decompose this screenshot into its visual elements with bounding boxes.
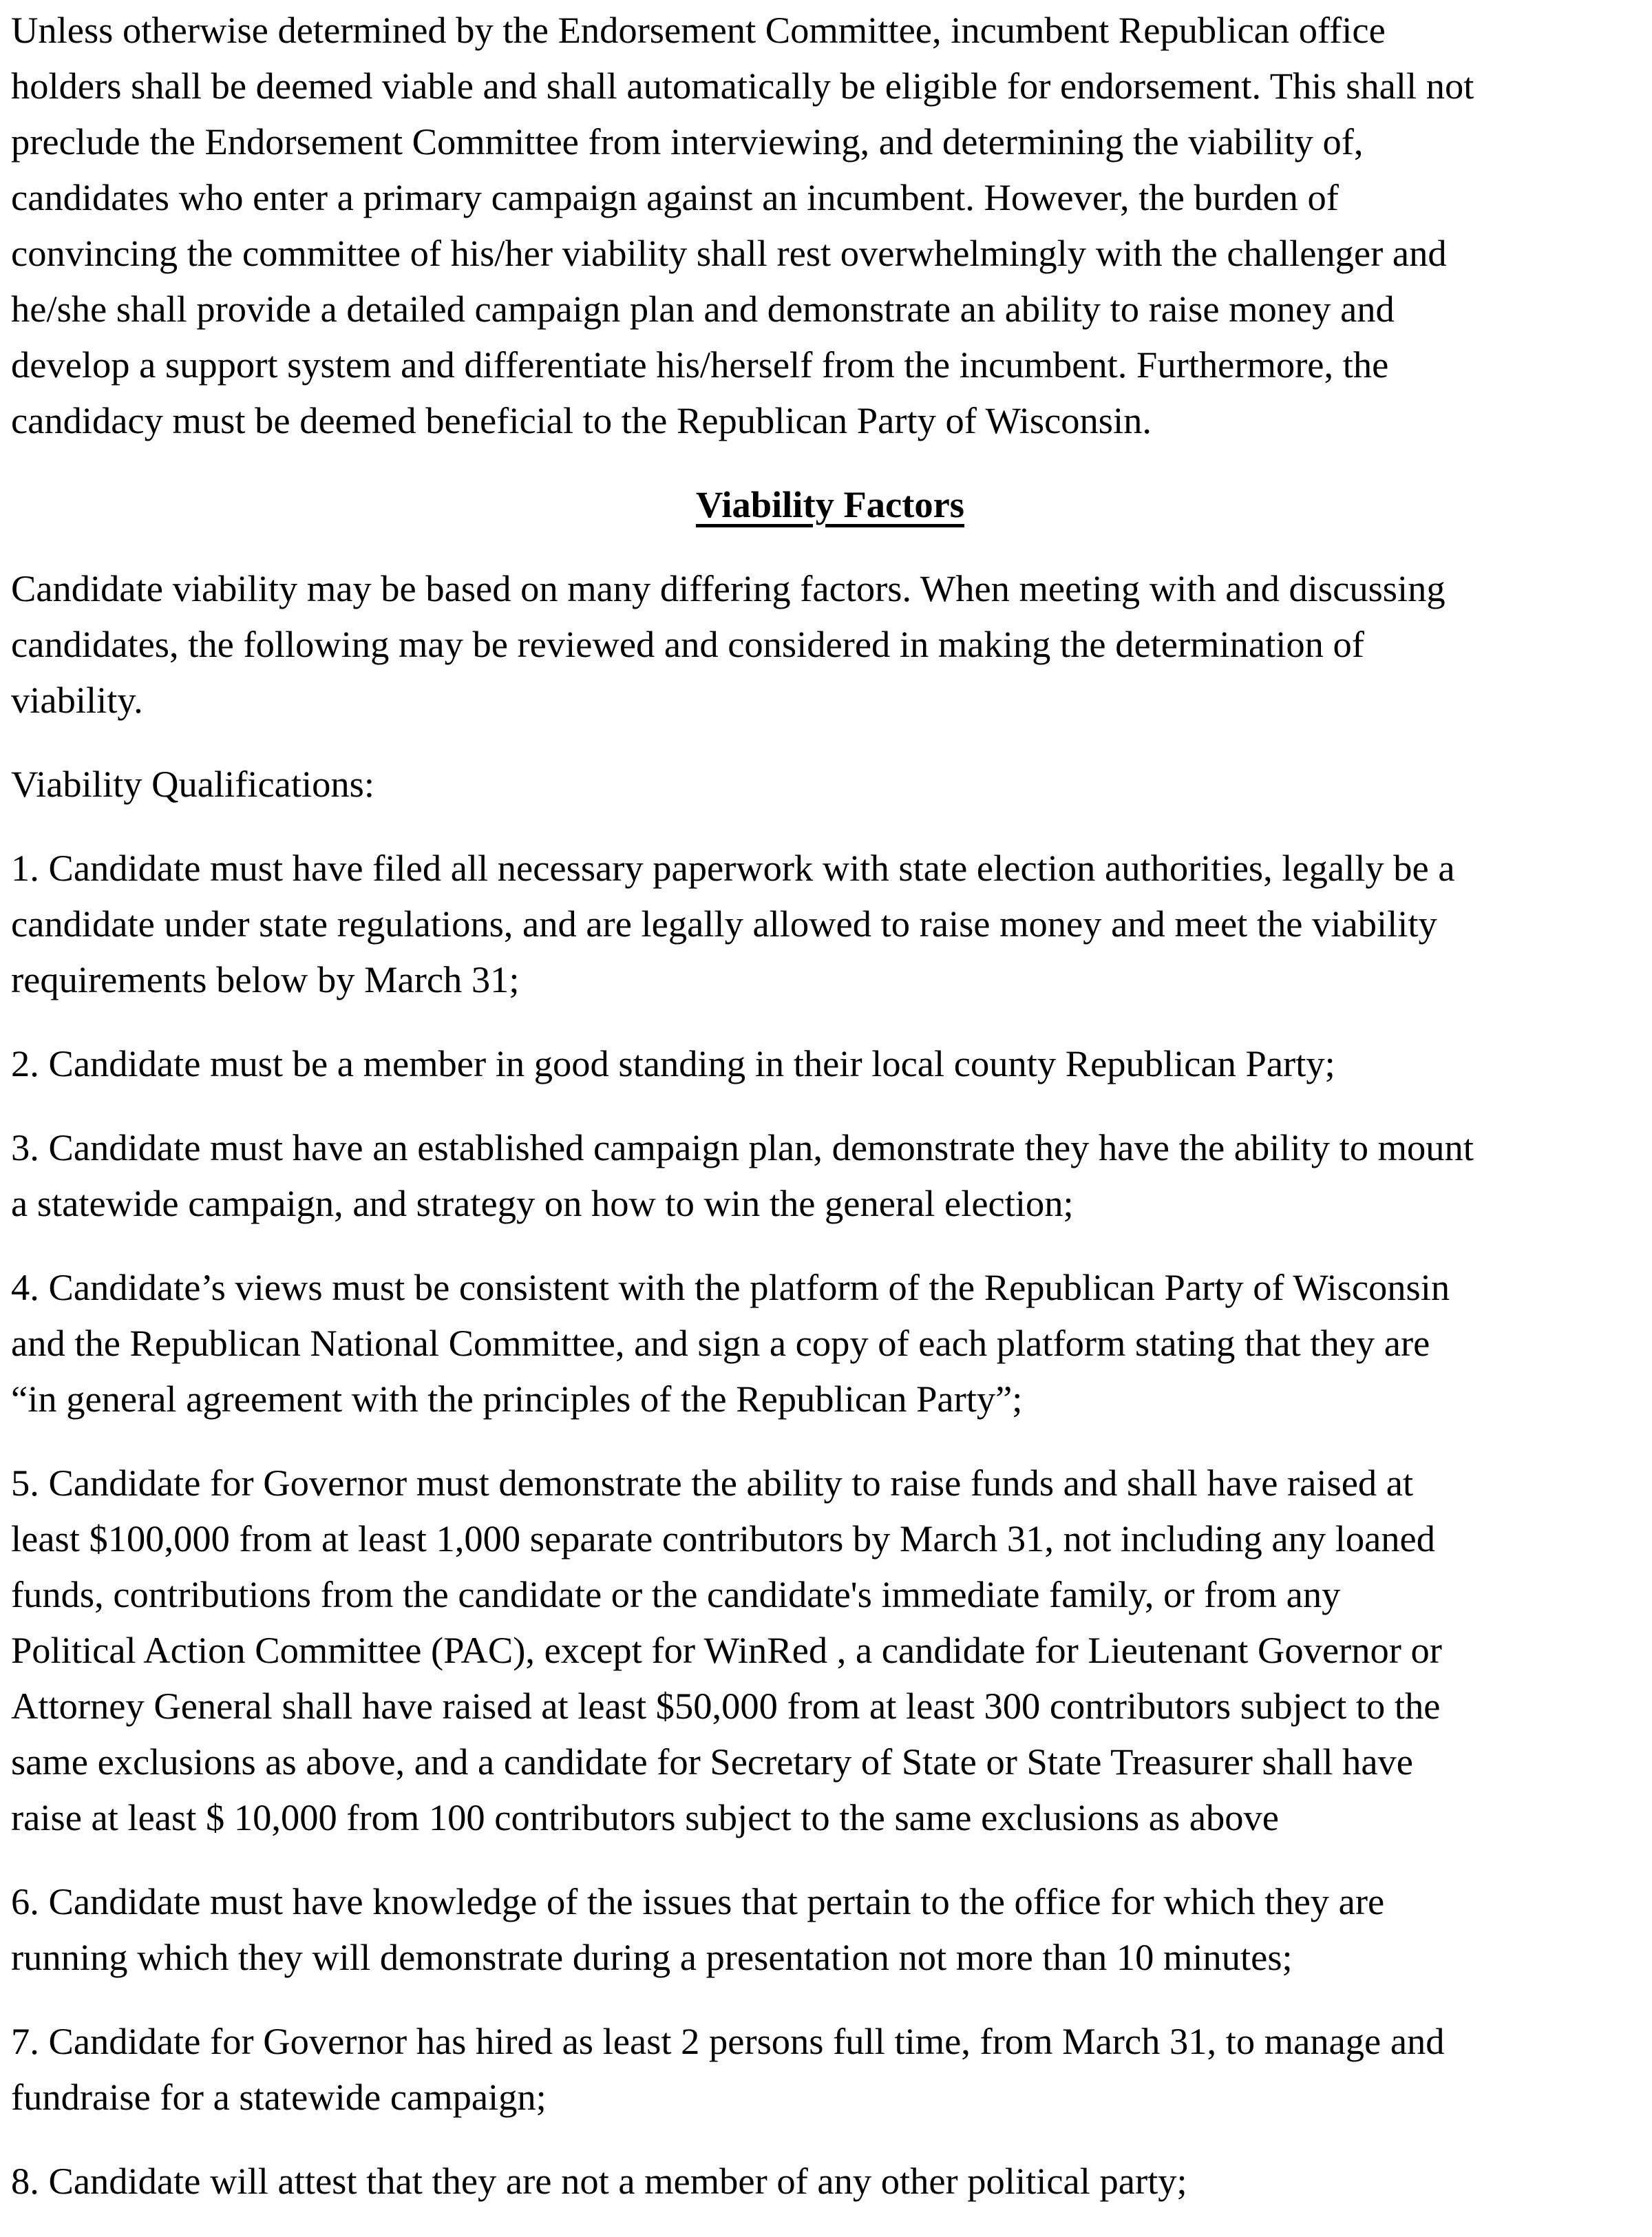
text-line: viability.	[11, 679, 143, 721]
text-line: and the Republican National Committee, and sign a copy of each platform stating that they are	[11, 1322, 1430, 1364]
qualifications-label	[11, 756, 1649, 812]
text-line: 3. Candidate must have an established campaign plan, demonstrate they have the ability to mount	[11, 1126, 1474, 1168]
text-line: 2. Candidate must be a member in good standing in their local county Republican Party;	[11, 1042, 1335, 1084]
qualification-item-5	[11, 1455, 1649, 1845]
text-line: 8. Candidate will attest that they are not a member of any other political party;	[11, 2160, 1187, 2202]
qualification-item-6	[11, 1873, 1649, 1985]
text-line: 7. Candidate for Governor has hired as least 2 persons full time, from March 31, to manage and	[11, 2020, 1445, 2062]
text-line: candidates who enter a primary campaign against an incumbent. However, the burden of	[11, 176, 1339, 218]
text-line: holders shall be deemed viable and shall automatically be eligible for endorsement. This shall not	[11, 65, 1474, 107]
text-line: Candidate viability may be based on many differing factors. When meeting with and discussing	[11, 567, 1446, 609]
text-line: develop a support system and differentiate his/herself from the incumbent. Furthermore, the	[11, 344, 1389, 386]
text-line: candidates, the following may be reviewed and considered in making the determination of	[11, 623, 1364, 665]
text-line: candidacy must be deemed beneficial to the Republican Party of Wisconsin.	[11, 399, 1152, 441]
factors-intro-paragraph	[11, 560, 1649, 728]
text-line: same exclusions as above, and a candidate for Secretary of State or State Treasurer shall have	[11, 1741, 1413, 1783]
qualification-item-7	[11, 2013, 1649, 2125]
text-line: 6. Candidate must have knowledge of the issues that pertain to the office for which they are	[11, 1880, 1385, 1922]
text-line: he/she shall provide a detailed campaign plan and demonstrate an ability to raise money and	[11, 288, 1395, 330]
text-line: fundraise for a statewide campaign;	[11, 2076, 547, 2118]
qualification-item-1	[11, 840, 1649, 1007]
qualification-item-8	[11, 2153, 1649, 2209]
text-line: 5. Candidate for Governor must demonstrate the ability to raise funds and shall have raised at	[11, 1462, 1414, 1504]
text-line: convincing the committee of his/her viability shall rest overwhelmingly with the challenger and	[11, 232, 1447, 274]
text-line: candidate under state regulations, and are legally allowed to raise money and meet the viability	[11, 903, 1437, 945]
text-line: Attorney General shall have raised at least $50,000 from at least 300 contributors subject to the	[11, 1685, 1441, 1727]
text-line: Unless otherwise determined by the Endorsement Committee, incumbent Republican office	[11, 9, 1386, 51]
qualification-item-2	[11, 1036, 1649, 1091]
text-line: funds, contributions from the candidate or the candidate's immediate family, or from any	[11, 1573, 1341, 1615]
text-line: “in general agreement with the principles of the Republican Party”;	[11, 1378, 1023, 1420]
qualification-item-4	[11, 1259, 1649, 1427]
text-line: least $100,000 from at least 1,000 separate contributors by March 31, not including any loaned	[11, 1517, 1435, 1559]
text-line: running which they will demonstrate during a presentation not more than 10 minutes;	[11, 1936, 1293, 1978]
section-heading: Viability Factors	[695, 483, 964, 525]
text-line: 4. Candidate’s views must be consistent with the platform of the Republican Party of Wisconsin	[11, 1266, 1450, 1308]
text-line: a statewide campaign, and strategy on how to win the general election;	[11, 1182, 1074, 1224]
text-line: requirements below by March 31;	[11, 958, 520, 1000]
text-line: Political Action Committee (PAC), except for WinRed , a candidate for Lieutenant Governor or	[11, 1629, 1442, 1671]
text-line: Viability Qualifications:	[11, 763, 374, 805]
text-line: 1. Candidate must have filed all necessary paperwork with state election authorities, legally be a	[11, 847, 1455, 889]
intro-paragraph	[11, 2, 1649, 448]
text-line: raise at least $ 10,000 from 100 contributors subject to the same exclusions as above	[11, 1796, 1279, 1838]
text-line: preclude the Endorsement Committee from interviewing, and determining the viability of,	[11, 120, 1364, 162]
document-body	[11, 0, 1649, 2237]
qualification-item-3	[11, 1120, 1649, 1231]
